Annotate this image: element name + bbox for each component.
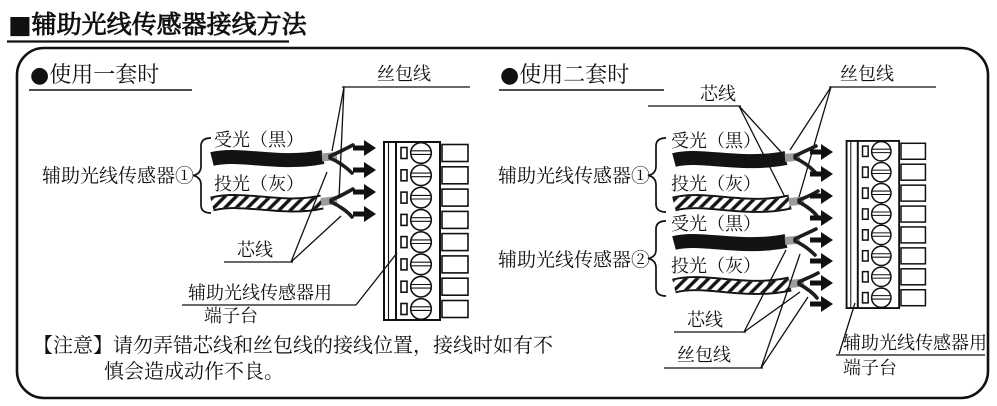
silk-bottom-leader-1 [761, 254, 800, 368]
panel-two-sets [498, 63, 987, 379]
terminal-block-one [384, 142, 468, 320]
receive-black-label: 受光（黒） [214, 130, 304, 151]
terminal-label-line2: 端子台 [204, 306, 258, 327]
sensor1-brace [193, 138, 211, 213]
right-arrow-icon [353, 206, 376, 222]
right-arrow-icon [353, 140, 376, 156]
receive-black-label-2: 受光（黒） [671, 214, 761, 235]
right-arrow-icon [810, 188, 833, 204]
emit-gray-label-1: 投光（灰） [671, 174, 761, 195]
core-wire-label-bottom: 芯线 [687, 310, 723, 331]
right-arrow-icon [810, 296, 833, 312]
core-wire-label-top: 芯线 [700, 84, 736, 105]
caution-note-line1: 【注意】请勿弄错芯线和丝包线的接线位置，接线时如有不 [33, 333, 553, 357]
terminal-label-line1: 辅助光线传感器用 [188, 283, 332, 304]
silk-wire-label-bottom: 丝包线 [677, 345, 731, 366]
sensor1-label: 辅助光线传感器① [42, 165, 195, 187]
sensor1-brace [648, 138, 666, 212]
silk-wire-label-top: 丝包线 [840, 64, 894, 85]
terminal-block-two [847, 141, 926, 308]
terminal-label-line2: 端子台 [843, 358, 897, 379]
sensor2-brace [648, 221, 666, 296]
emit-gray-label: 投光（灰） [214, 174, 304, 195]
silk-bottom-leader-2 [761, 297, 808, 368]
sensor1-label: 辅助光线传感器① [498, 165, 651, 187]
sensor2-label: 辅助光线传感器② [498, 249, 651, 271]
arrow-group-one [353, 140, 376, 222]
caution-note-line2: 慎会造成动作不良。 [104, 359, 284, 383]
core-wire-label: 芯线 [237, 240, 273, 261]
panel-one-set [29, 63, 553, 383]
core-leader-2 [291, 216, 341, 262]
core-bottom-leader-2 [744, 292, 800, 332]
panel-two-header: ●使用二套时 [500, 63, 630, 88]
silk-wire-label: 丝包线 [377, 64, 431, 85]
right-arrow-icon [353, 162, 376, 178]
receive-black-label-1: 受光（黒） [671, 131, 761, 152]
terminal-label-line1: 辅助光线传感器用 [843, 333, 987, 354]
silk-top-leader-1 [790, 87, 831, 150]
right-arrow-icon [810, 232, 833, 248]
right-arrow-icon [353, 184, 376, 200]
panel-one-header: ●使用一套时 [30, 63, 160, 88]
page-title: ■辅助光线传感器接线方法 [8, 10, 307, 39]
right-arrow-icon [810, 275, 833, 291]
emit-gray-label-2: 投光（灰） [671, 256, 761, 277]
